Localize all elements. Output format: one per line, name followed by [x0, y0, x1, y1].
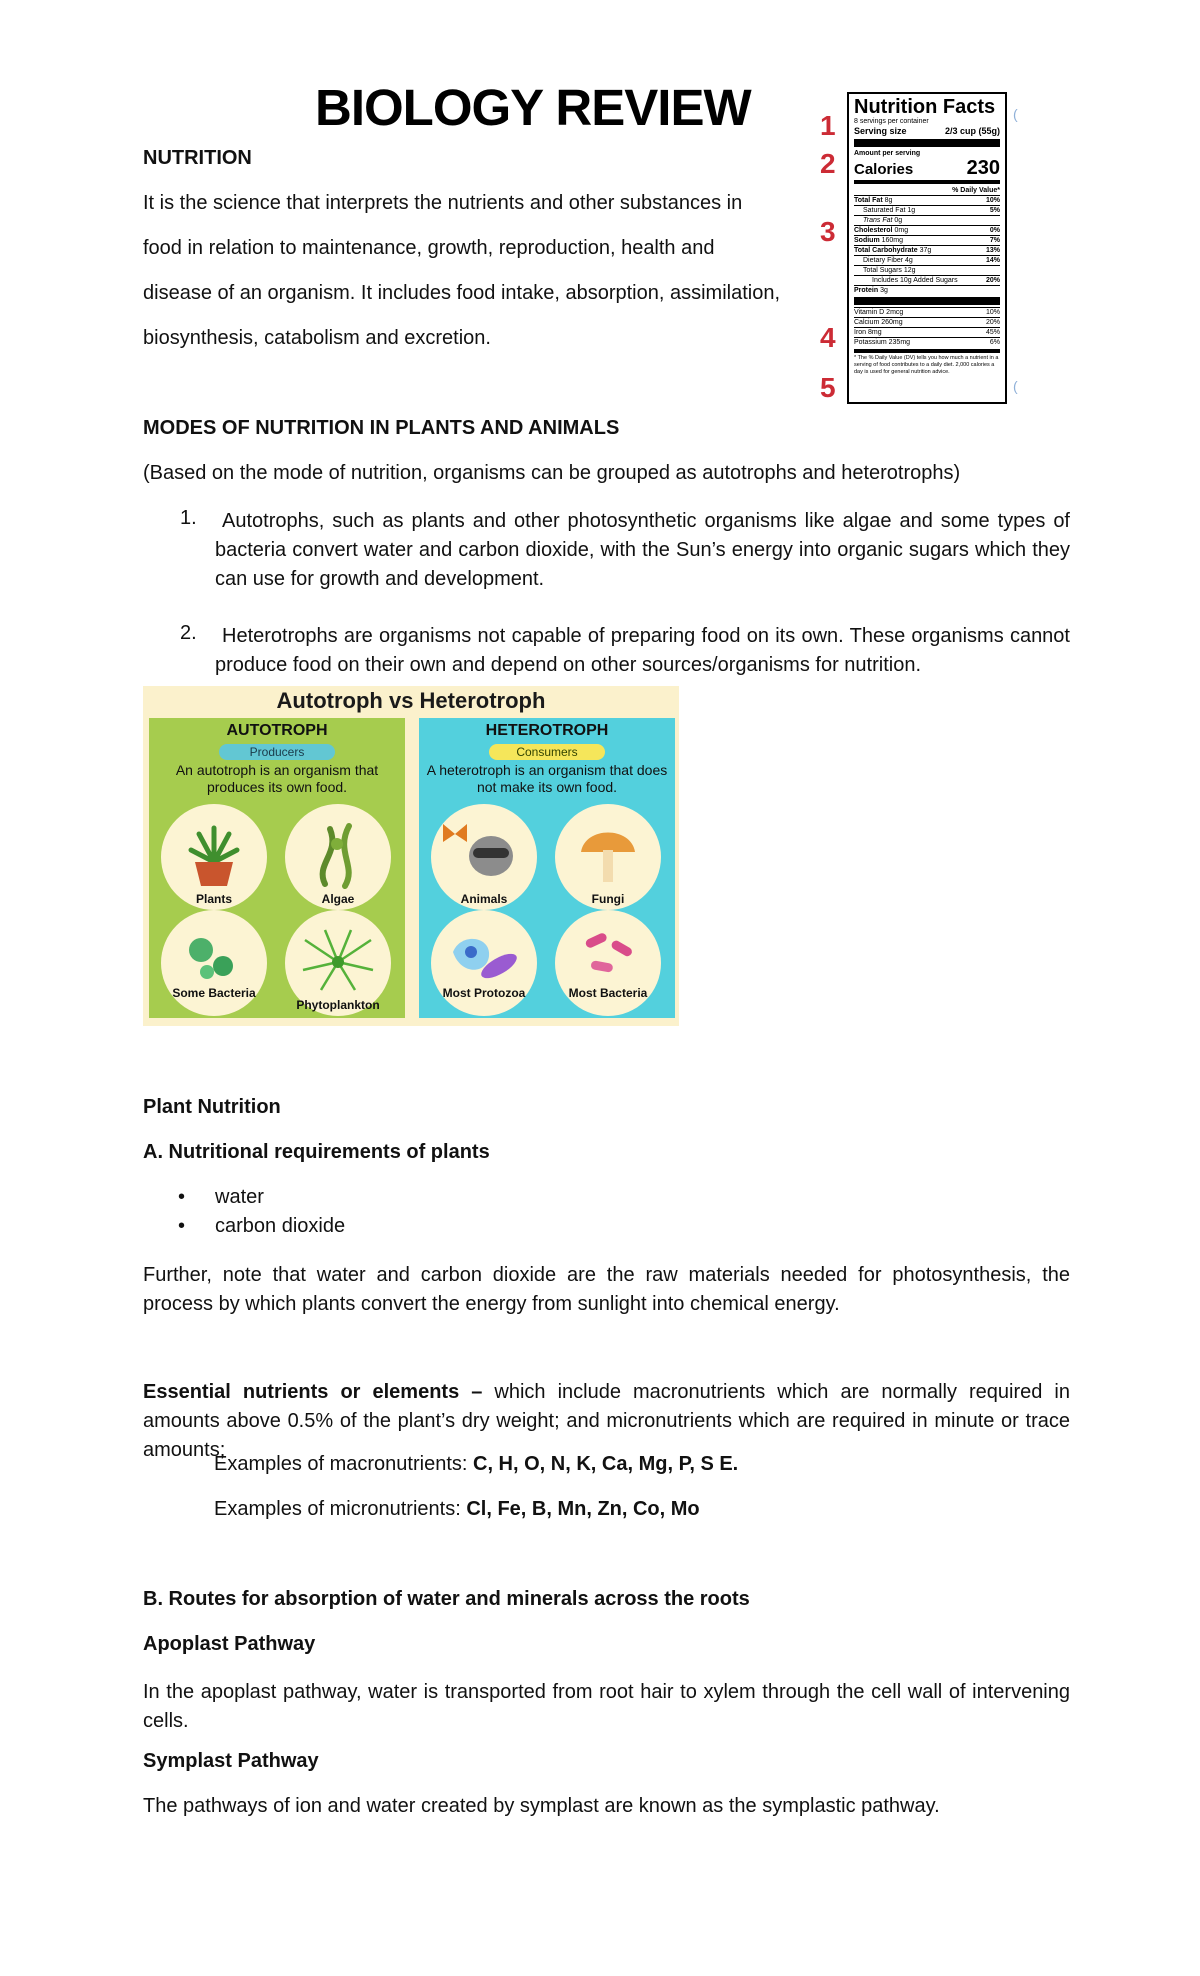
side-mark: ( [1013, 106, 1018, 122]
phytoplankton-circle [285, 910, 391, 1016]
nf-header: Nutrition Facts [854, 96, 996, 118]
label-number-5: 5 [820, 372, 836, 403]
nf-nutrient-dv: 20% [985, 277, 1000, 284]
nutrition-line: biosynthesis, catabolism and excretion. [143, 327, 491, 349]
nutrition-facts-image [820, 92, 1035, 410]
page-title: BIOLOGY REVIEW [315, 79, 751, 136]
phytoplankton-label: Phytoplankton [296, 998, 380, 1012]
nf-nutrient-label: Total Carbohydrate 37g [854, 247, 932, 254]
side-mark: ( [1013, 378, 1018, 394]
nf-vitamin-row [854, 307, 1000, 317]
nf-vitamin-rows [854, 307, 1000, 347]
fungi-label: Fungi [591, 892, 625, 906]
apoplast-heading: Apoplast Pathway [143, 1633, 316, 1655]
nf-nutrient-row [854, 205, 1000, 215]
fungi-circle [555, 804, 661, 910]
bacteria-icon [161, 910, 267, 1016]
nf-nutrient-row [854, 225, 1000, 235]
autotroph-heading: AUTOTROPH [226, 722, 328, 739]
macronutrients-line [214, 1453, 738, 1475]
nf-serving-size-value: 2/3 cup (55g) [944, 126, 1000, 136]
heterotroph-panel [419, 718, 675, 1018]
nf-nutrient-label: Total Sugars 12g [863, 267, 916, 274]
nf-nutrient-row [854, 215, 1000, 225]
list-number: 1. [180, 507, 197, 529]
nf-vitamin-row [854, 327, 1000, 337]
nf-nutrient-label: Includes 10g Added Sugars [872, 277, 958, 284]
nf-nutrient-row [854, 195, 1000, 205]
modes-heading: MODES OF NUTRITION IN PLANTS AND ANIMALS [143, 417, 620, 439]
nf-nutrient-row [854, 255, 1000, 265]
nf-footnote: * The % Daily Value (DV) tells you how much a nutrient in a serving of food contributes to a daily diet. 2,000 calories a day is used for general nutrition advice. [854, 355, 999, 375]
symplast-text: The pathways of ion and water created by symplast are known as the symplastic pathway. [143, 1795, 940, 1817]
producers-tag: Producers [219, 744, 335, 760]
nf-vitamin-label: Iron 8mg [854, 329, 882, 336]
nf-vitamin-label: Potassium 235mg [854, 339, 911, 346]
nf-nutrient-dv: 0% [989, 227, 1000, 234]
micronutrients-line [214, 1498, 700, 1520]
nf-nutrient-dv: 7% [989, 237, 1000, 244]
essential-nutrients-paragraph [143, 1378, 1070, 1465]
nf-vitamin-dv: 20% [985, 319, 1000, 326]
list-number: 2. [180, 622, 197, 644]
bullet-icon: • [178, 1215, 186, 1237]
autotroph-description: An autotroph is an organism that produces its own food. [175, 762, 379, 795]
nutrition-line: disease of an organism. It includes food intake, absorption, assimilation, [143, 282, 781, 304]
label-number-2: 2 [820, 148, 836, 179]
requirements-heading: A. Nutritional requirements of plants [143, 1141, 490, 1163]
photosynthesis-paragraph: Further, note that water and carbon dioxide are the raw materials needed for photosynthesis, the process by which plants convert the energy from sunlight into chemical energy. [143, 1264, 1070, 1315]
plant-nutrition-heading: Plant Nutrition [143, 1096, 281, 1118]
nutrition-line: food in relation to maintenance, growth, reproduction, health and [143, 237, 715, 259]
nf-nutrient-row [854, 245, 1000, 255]
nf-vitamin-label: Vitamin D 2mcg [854, 309, 904, 316]
label-number-3: 3 [820, 216, 836, 247]
autotroph-text: Autotrophs, such as plants and other photosynthetic organisms like algae and some types of bacteria convert water and carbon dioxide, with the Sun’s energy into organic sugars which they can use for growth and development. [215, 510, 1070, 590]
autotroph-panel [149, 718, 405, 1018]
routes-heading: B. Routes for absorption of water and minerals across the roots [143, 1588, 750, 1610]
nf-nutrient-label: Protein 3g [854, 287, 888, 294]
nf-nutrient-label: Saturated Fat 1g [863, 207, 916, 214]
nf-divider [854, 139, 1000, 147]
most-bacteria-label: Most Bacteria [568, 986, 648, 1000]
nf-divider [854, 349, 1000, 353]
bacteria-icon [555, 910, 661, 1016]
nf-nutrient-row [854, 285, 1000, 295]
apoplast-text: In the apoplast pathway, water is transported from root hair to xylem through the cell wall of intervening cells. [143, 1681, 1070, 1732]
nf-nutrient-rows [854, 195, 1000, 295]
nf-nutrient-dv: 14% [985, 257, 1000, 264]
nf-calories-label: Calories [854, 161, 914, 178]
nf-nutrient-dv: 10% [985, 197, 1000, 204]
micro-values: Cl, Fe, B, Mn, Zn, Co, Mo [466, 1498, 700, 1520]
nf-vitamin-dv: 45% [985, 329, 1000, 336]
consumers-tag: Consumers [489, 744, 605, 760]
nf-nutrient-dv: 13% [985, 247, 1000, 254]
nf-vitamin-dv: 6% [989, 339, 1000, 346]
plants-label: Plants [195, 892, 232, 906]
label-number-1: 1 [820, 110, 836, 141]
nf-nutrient-row [854, 265, 1000, 275]
nf-vitamin-row [854, 337, 1000, 347]
most-protozoa-label: Most Protozoa [442, 986, 526, 1000]
nutrition-line: It is the science that interprets the nutrients and other substances in [143, 192, 743, 214]
nf-nutrient-label: Trans Fat 0g [863, 217, 903, 224]
macro-label: Examples of macronutrients: [214, 1453, 473, 1475]
requirement-text: water [215, 1186, 264, 1208]
animals-circle [431, 804, 537, 910]
heterotroph-text: Heterotrophs are organisms not capable of preparing food on its own. These organisms cannot produce food on their own and depend on other sources/organisms for nutrition. [215, 625, 1070, 676]
nf-nutrient-row [854, 275, 1000, 285]
nf-divider [854, 297, 1000, 305]
algae-label: Algae [321, 892, 355, 906]
nf-divider [854, 180, 1000, 184]
label-number-4: 4 [820, 322, 836, 353]
animals-label: Animals [460, 892, 508, 906]
plants-circle [161, 804, 267, 910]
protozoa-icon [431, 910, 537, 1016]
essential-label: Essential nutrients or elements – [143, 1381, 483, 1403]
essential-text: which include macronutrients which are normally required in amounts above 0.5% of the plant’s dry weight; and micronutrients which are required in minute or trace amounts; [143, 1381, 1070, 1461]
most-bacteria-circle [555, 910, 661, 1016]
nf-nutrient-label: Total Fat 8g [854, 197, 893, 204]
nf-dv-header: % Daily Value* [952, 187, 1000, 194]
nf-vitamin-row [854, 317, 1000, 327]
algae-circle [285, 804, 391, 910]
heterotroph-heading: HETEROTROPH [485, 722, 609, 739]
heterotroph-item [215, 622, 1070, 680]
most-protozoa-circle [431, 910, 537, 1016]
nf-calories-value: 230 [966, 157, 1000, 179]
nf-nutrient-row [854, 235, 1000, 245]
modes-intro: (Based on the mode of nutrition, organisms can be grouped as autotrophs and heterotrophs) [143, 462, 961, 484]
micro-label: Examples of micronutrients: [214, 1498, 467, 1520]
nf-nutrient-label: Dietary Fiber 4g [863, 257, 913, 264]
infographic-title: Autotroph vs Heterotroph [276, 688, 546, 713]
nf-serving-size-label: Serving size [854, 126, 907, 136]
nf-vitamin-dv: 10% [985, 309, 1000, 316]
bullet-icon: • [178, 1186, 186, 1208]
nf-nutrient-label: Cholesterol 0mg [854, 227, 909, 234]
nf-vitamin-label: Calcium 260mg [854, 319, 903, 326]
some-bacteria-circle [161, 910, 267, 1016]
macro-values: C, H, O, N, K, Ca, Mg, P, S E. [473, 1453, 739, 1475]
nf-amount-per-serving: Amount per serving [854, 150, 921, 157]
nutrition-heading: NUTRITION [143, 147, 252, 169]
nutrition-facts-panel [847, 92, 1007, 404]
autotroph-item [215, 507, 1070, 594]
nf-nutrient-dv: 5% [989, 207, 1000, 214]
symplast-heading: Symplast Pathway [143, 1750, 319, 1772]
heterotroph-description: A heterotroph is an organism that does not make its own food. [426, 762, 668, 795]
some-bacteria-label: Some Bacteria [172, 986, 256, 1000]
requirement-text: carbon dioxide [215, 1215, 346, 1237]
autotroph-vs-heterotroph-infographic [143, 686, 679, 1026]
nf-servings: 8 servings per container [854, 118, 929, 125]
nf-nutrient-label: Sodium 160mg [854, 237, 904, 244]
